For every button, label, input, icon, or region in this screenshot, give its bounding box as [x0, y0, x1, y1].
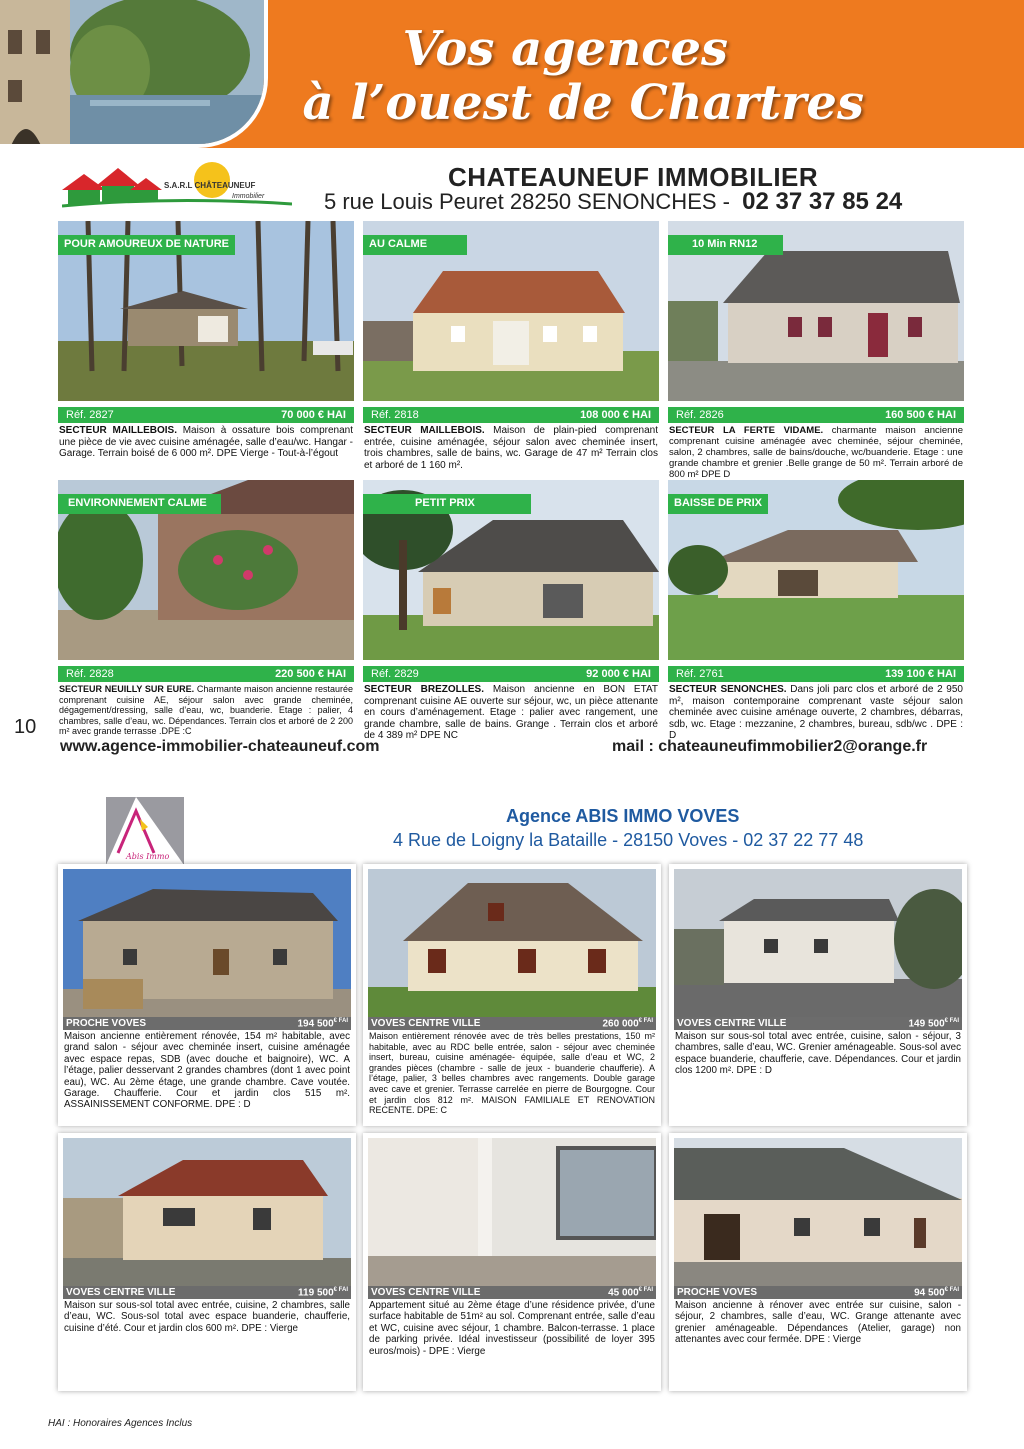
listing-ref: Réf. 2829: [371, 668, 419, 680]
listing-card[interactable]: [58, 221, 354, 460]
listing-card[interactable]: [669, 864, 967, 1126]
agency2-name: Agence ABIS IMMO VOVES: [506, 806, 740, 826]
listing-price: 139 100 € HAI: [885, 668, 956, 680]
listing-ref: Réf. 2818: [371, 409, 419, 421]
listing-photo: [368, 869, 656, 1017]
listing-price-unit: € FAI: [638, 1286, 653, 1293]
listing-description: [363, 423, 659, 471]
listing-sector: SECTEUR BREZOLLES.: [364, 684, 484, 695]
logo-line-2: Immobilier: [232, 193, 265, 200]
listing-sector: SECTEUR LA FERTE VIDAME.: [669, 425, 824, 436]
listing-price: 149 500: [908, 1018, 945, 1030]
listing-description: [668, 423, 964, 480]
listing-price: 220 500 € HAI: [275, 668, 346, 680]
listing-price-wrap: [603, 1018, 654, 1029]
listing-sector: SECTEUR NEUILLY SUR EURE.: [59, 684, 195, 694]
listing-price: 94 500: [914, 1287, 945, 1299]
listing-card[interactable]: [58, 1133, 356, 1391]
listing-photo: [363, 221, 659, 401]
listing-title: PROCHE VOVES: [66, 1018, 147, 1029]
listing-description: Maison ancienne entièrement rénovée, 154 m² habitable, avec grand salon - séjour avec cheminée insert, cuisine aménagée avec espace repas, SDB (avec douche et baignoire), WC. A l’étage, palier desservant 2 grandes chambres (dont 1 avec point eau), WC. Au 2ème étage, une grande chambre. Cave voutée. Garage. Chaufferie. Cour et jardin clos 515 m². ASSAINISSEMENT CONFORME. DPE : D: [64, 1031, 350, 1111]
listing-card[interactable]: [668, 221, 964, 480]
agency2-address: 4 Rue de Loigny la Bataille - 28150 Voves - 02 37 22 77 48: [393, 830, 864, 850]
listing-title-bar: [63, 1017, 351, 1030]
listing-text: Charmante maison ancienne restaurée comprenant cuisine AE, séjour salon avec grande cheminée, dégagement/dressing, salle d’eau, wc, buanderie. Etage : palier, 4 chambres, salle d’eau, wc. Dépendances. Terrain clos et arboré de 2 200 m² avec grande terrasse .DPE :C: [59, 684, 353, 736]
listing-price-unit: € FAI: [944, 1017, 959, 1024]
listing-ref-bar: [363, 407, 659, 423]
listing-photo: [58, 480, 354, 660]
listing-price-wrap: [914, 1287, 959, 1298]
listing-title: VOVES CENTRE VILLE: [66, 1287, 176, 1298]
listing-photo: [363, 480, 659, 660]
listing-text: Maison à ossature bois comprenant une pièce de vie avec cuisine aménagée, salle d’eau/wc. Hangar - Garage. Terrain boisé de 6 000 m². DPE Vierge - Tout-à-l’égout: [59, 425, 353, 459]
listing-tag: 10 Min RN12: [668, 235, 783, 255]
listing-title-bar: [63, 1286, 351, 1299]
banner-photo: [0, 0, 268, 148]
listing-photo: [668, 480, 964, 660]
listing-photo: [668, 221, 964, 401]
listing-card[interactable]: [363, 480, 659, 742]
listing-photo: [674, 869, 962, 1017]
listing-description: [363, 682, 659, 742]
listing-price-unit: € FAI: [638, 1017, 653, 1024]
page-number: 10: [14, 716, 37, 738]
listing-price: 70 000 € HAI: [281, 409, 346, 421]
listing-card[interactable]: [669, 1133, 967, 1391]
listing-ref: Réf. 2828: [66, 668, 114, 680]
listing-title: VOVES CENTRE VILLE: [677, 1018, 787, 1029]
agency1-name: CHATEAUNEUF IMMOBILIER: [448, 162, 819, 192]
listing-title-bar: [368, 1286, 656, 1299]
listing-price-wrap: [909, 1018, 960, 1029]
agency1-phone: 02 37 37 85 24: [742, 188, 903, 215]
listing-price-unit: € FAI: [944, 1286, 959, 1293]
header-banner: [0, 0, 1024, 148]
listing-tag: AU CALME: [363, 235, 467, 255]
listing-ref-bar: [58, 407, 354, 423]
listing-text: Maison de plain-pied comprenant entrée, cuisine aménagée, séjour salon avec cheminée insert, trois chambres, salle de bains, wc. Garage de 47 m² Terrain clos et arboré de 1 160 m².: [364, 425, 658, 471]
listing-photo: [63, 1138, 351, 1286]
listing-price: 92 000 € HAI: [586, 668, 651, 680]
listing-card[interactable]: [668, 480, 964, 742]
listing-text: Dans joli parc clos et arboré de 2 950 m², maison contemporaine comprenant vaste séjour salon cheminée avec cuisine aménage ouverte, 2 chambres, débarras, sdb, wc. Etage : mezzanine, 2 chambres, bureau, sdb/wc . DPE : D: [669, 684, 963, 741]
banner-title: [302, 21, 864, 131]
listing-title-bar: [674, 1286, 962, 1299]
listing-price: 119 500: [298, 1287, 334, 1299]
listing-text: charmante maison ancienne comprenant cuisine aménagée avec cheminée, séjour cheminée, salon, 2 chambres, salle de bains/douche, wc/buanderie. Etage : une grande chambre et grenier .Belle grange de 50 m². Terrain arboré de 800 m² DPE D: [669, 425, 963, 480]
listing-ref: Réf. 2761: [676, 668, 724, 680]
listing-description: Maison entièrement rénovée avec de très belles prestations, 150 m² habitable, avec au RDC belle entrée, salon - séjour avec cheminée insert, bureau, cuisine aménagée- équipée, salle d’eau et WC, 2 grandes pièces (chambre - salle de jeux - buanderie chaufferie). A l’étage, palier, 3 belles chambres avec rangements. Double garage avec cave et grenier. Terrasse carrelée en pierre de Bourgogne. Cour et jardin clos 812 m². MAISON FAMILIALE ET RENOVATION RECENTE. DPE: C: [369, 1031, 655, 1116]
title-line-2: à l’ouest de Chartres: [302, 75, 864, 131]
listing-price-wrap: [298, 1287, 348, 1298]
listing-price: 194 500: [297, 1018, 334, 1030]
listing-description: Maison ancienne à rénover avec entrée sur cuisine, salon - séjour, 2 chambres, salle d’eau, WC. Grange attenante avec grenier aménageable. Dépendances (Atelier, garage) non attenantes avec cour fermée. DPE : Vierge: [675, 1300, 961, 1346]
listing-description: Maison sur sous-sol total avec entrée, cuisine, 2 chambres, salle d’eau, WC. Sous-sol total avec espace buanderie, chaufferie, cuisine d’été. Cour et jardin clos 600 m². DPE : Vierge: [64, 1300, 350, 1334]
listing-sector: SECTEUR MAILLEBOIS.: [364, 425, 485, 436]
listing-ref-bar: [668, 407, 964, 423]
title-line-1: Vos agences: [402, 21, 729, 77]
listing-price: 45 000: [608, 1287, 639, 1299]
listing-title: VOVES CENTRE VILLE: [371, 1018, 481, 1029]
listing-title-bar: [368, 1017, 656, 1030]
listing-card[interactable]: [58, 864, 356, 1126]
listing-price-unit: € FAI: [333, 1017, 348, 1024]
listing-title-bar: [674, 1017, 962, 1030]
agency1-website-link[interactable]: www.agence-immobilier-chateauneuf.com: [60, 738, 380, 755]
listing-card[interactable]: [363, 864, 661, 1126]
listing-title: VOVES CENTRE VILLE: [371, 1287, 481, 1298]
listing-photo: [63, 869, 351, 1017]
listing-price-wrap: [608, 1287, 653, 1298]
listing-description: Maison sur sous-sol total avec entrée, cuisine, salon - séjour, 3 chambres, salle d’eau, WC. Grenier aménageable. Sous-sol avec espace buanderie, chaufferie, cave. Dépendances. Cour et jardin clos 1200 m². DPE : D: [675, 1031, 961, 1077]
listing-ref-bar: [58, 666, 354, 682]
listing-title: PROCHE VOVES: [677, 1287, 758, 1298]
abis-immo-logo: [106, 797, 184, 865]
listing-tag: BAISSE DE PRIX: [668, 494, 768, 514]
listing-sector: SECTEUR MAILLEBOIS.: [59, 425, 177, 436]
listing-tag: POUR AMOUREUX DE NATURE: [58, 235, 235, 255]
logo-line-1: S.A.R.L CHÂTEAUNEUF: [164, 181, 256, 190]
listing-price-wrap: [298, 1018, 349, 1029]
listing-card[interactable]: [363, 221, 659, 471]
listing-ref-bar: [363, 666, 659, 682]
footnote: HAI : Honoraires Agences Inclus: [48, 1418, 193, 1429]
listing-description: [58, 423, 354, 460]
agency1-address: 5 rue Louis Peuret 28250 SENONCHES -: [324, 189, 730, 214]
listing-tag: PETIT PRIX: [363, 494, 531, 514]
listing-ref-bar: [668, 666, 964, 682]
listing-sector: SECTEUR SENONCHES.: [669, 684, 787, 695]
listing-price: 260 000: [602, 1018, 639, 1030]
listing-description: Appartement situé au 2ème étage d’une résidence privée, d’une surface habitable de 51m² au sol. Comprenant entrée, salle d’eau et WC, cuisine avec séjour, 1 chambre. Balcon-terrasse. 1 place de parking privée. Idéal investisseur (possibilité de loyer 395 euros/mois) - DPE : Vierge: [369, 1300, 655, 1357]
listing-photo: [674, 1138, 962, 1286]
listing-price: 108 000 € HAI: [580, 409, 651, 421]
listing-tag: ENVIRONNEMENT CALME: [58, 494, 221, 514]
listing-ref: Réf. 2826: [676, 409, 724, 421]
listing-photo: [368, 1138, 656, 1286]
chateauneuf-logo: [62, 160, 292, 212]
listing-card[interactable]: [363, 1133, 661, 1391]
agency1-mail-link[interactable]: mail : chateauneufimmobilier2@orange.fr: [612, 738, 928, 755]
listing-price: 160 500 € HAI: [885, 409, 956, 421]
logo-text: Abis Immo: [126, 852, 170, 861]
listing-price-unit: € FAI: [333, 1286, 348, 1293]
listing-text: Maison ancienne en BON ETAT comprenant cuisine AE ouverte sur séjour, wc, un pièce attenante en cours d’aménagement. Etage : palier avec rangement, une grande chambre, salle de bains. Grange . Terrain clos et arboré de 4 389 m² DPE NC: [364, 684, 658, 741]
listing-description: [58, 682, 354, 737]
listing-card[interactable]: [58, 480, 354, 737]
agency1-address-line: [324, 188, 902, 216]
listing-photo: [58, 221, 354, 401]
listing-description: [668, 682, 964, 742]
listing-ref: Réf. 2827: [66, 409, 114, 421]
